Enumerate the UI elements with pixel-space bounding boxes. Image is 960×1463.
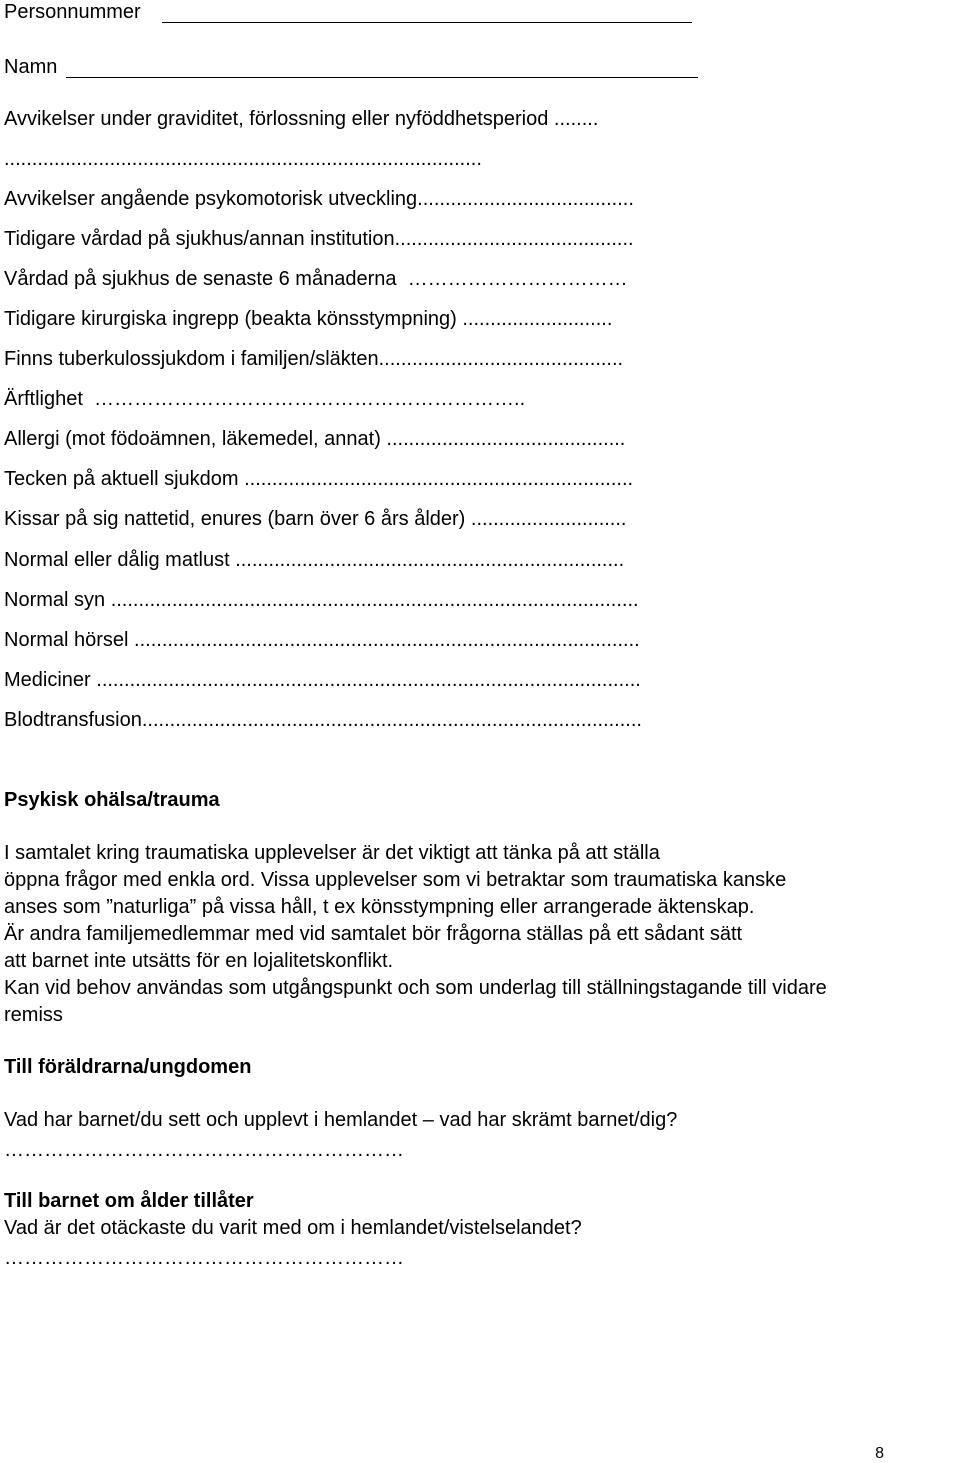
- psykisk-paragraph: [4, 840, 960, 1029]
- checklist-item: Tidigare vårdad på sjukhus/annan institution...........................................: [4, 228, 634, 250]
- checklist-item: ......................................................................................: [4, 148, 482, 170]
- section-heading-psykisk: Psykisk ohälsa/trauma: [4, 789, 220, 811]
- personnummer-label: Personnummer: [4, 1, 141, 23]
- paragraph-line: remiss: [4, 1004, 63, 1026]
- page-number: 8: [875, 1445, 884, 1462]
- section-heading-barnet: Till barnet om ålder tillåter: [4, 1190, 254, 1212]
- namn-label: Namn: [4, 56, 58, 78]
- checklist-item: Ärftlighet ………………………………………………………..: [4, 388, 526, 410]
- checklist-item: Kissar på sig nattetid, enures (barn över 6 års ålder) ............................: [4, 508, 627, 530]
- checklist-item: Avvikelser under graviditet, förlossning eller nyföddhetsperiod ........: [4, 108, 599, 130]
- paragraph-line: I samtalet kring traumatiska upplevelser är det viktigt att tänka på att ställa: [4, 842, 660, 864]
- checklist-item: Avvikelser angående psykomotorisk utveckling.......................................: [4, 188, 634, 210]
- foraldrar-answer-line: ……………………………………………………: [4, 1139, 404, 1161]
- checklist-item: Blodtransfusion..........................................................................................: [4, 709, 642, 731]
- barnet-question: Vad är det otäckaste du varit med om i hemlandet/vistelselandet?: [4, 1217, 582, 1239]
- checklist-item: Finns tuberkulossjukdom i familjen/släkten............................................: [4, 348, 624, 370]
- section-heading-foraldrar: Till föräldrarna/ungdomen: [4, 1056, 252, 1078]
- checklist-item: Normal eller dålig matlust ......................................................................: [4, 549, 625, 571]
- foraldrar-question: Vad har barnet/du sett och upplevt i hemlandet – vad har skrämt barnet/dig?: [4, 1109, 678, 1131]
- namn-underline: [66, 77, 698, 78]
- barnet-answer-line: ……………………………………………………: [4, 1247, 404, 1269]
- paragraph-line: öppna frågor med enkla ord. Vissa upplevelser som vi betraktar som traumatiska kanske: [4, 869, 787, 891]
- paragraph-line: Kan vid behov användas som utgångspunkt och som underlag till ställningstagande till vidare: [4, 977, 827, 999]
- checklist-item: Tidigare kirurgiska ingrepp (beakta könsstympning) ...........................: [4, 308, 613, 330]
- personnummer-underline: [162, 22, 692, 23]
- paragraph-line: anses som ”naturliga” på vissa håll, t ex könsstympning eller arrangerade äktenskap.: [4, 896, 755, 918]
- checklist-item: Normal hörsel ...........................................................................................: [4, 629, 640, 651]
- checklist-item: Vårdad på sjukhus de senaste 6 månaderna ……………………………: [4, 268, 628, 290]
- paragraph-line: att barnet inte utsätts för en lojalitetskonflikt.: [4, 950, 394, 972]
- checklist-item: Tecken på aktuell sjukdom ......................................................................: [4, 468, 634, 490]
- checklist-item: Mediciner ..................................................................................................: [4, 669, 641, 691]
- paragraph-line: Är andra familjemedlemmar med vid samtalet bör frågorna ställas på ett sådant sätt: [4, 923, 743, 945]
- checklist-item: Allergi (mot födoämnen, läkemedel, annat) ...........................................: [4, 428, 626, 450]
- checklist-item: Normal syn ...............................................................................................: [4, 589, 639, 611]
